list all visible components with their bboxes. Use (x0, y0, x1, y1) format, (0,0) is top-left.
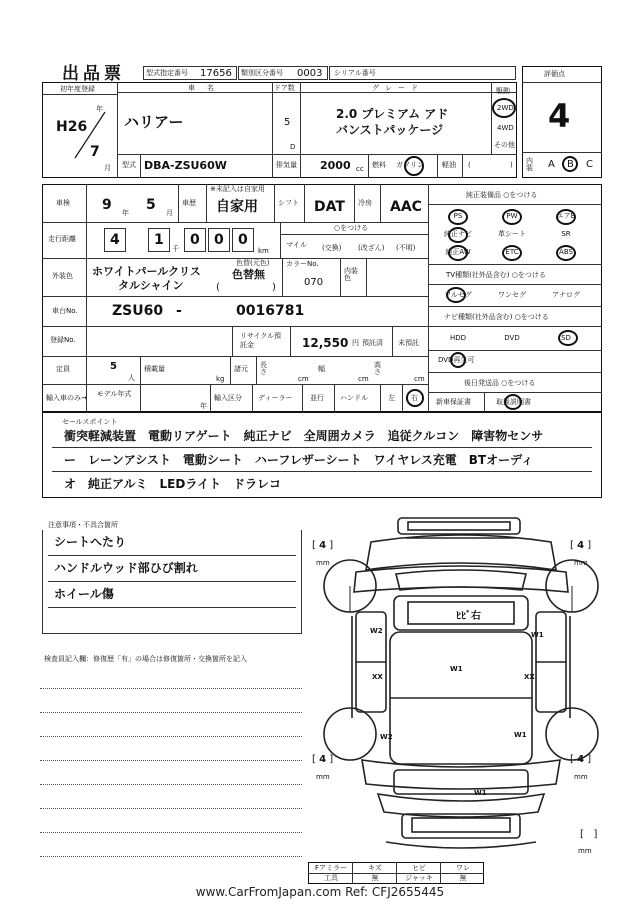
remark-line (40, 832, 302, 833)
option-etc: ETC (505, 248, 519, 256)
navi-hdd: HDD (449, 334, 467, 342)
model-label: 型式 (122, 161, 136, 169)
capacity-value: 5 (110, 361, 117, 372)
aftermarket-title: 後日発送品 ○をつける (464, 379, 536, 387)
note-item: ハンドルウッド部ひび割れ (54, 561, 198, 575)
maru-note: ○をつける (334, 224, 369, 232)
class-number: 0003 (297, 68, 323, 79)
interior-color-label: 内装色 (344, 267, 358, 282)
unknown-option: (不明) (396, 244, 416, 252)
legend-header: Fアミラー (314, 864, 348, 872)
mark-xx-left: XX (372, 673, 383, 681)
ac-value: AAC (390, 199, 422, 215)
note-item: ホイール傷 (54, 587, 114, 601)
color-no-label: カラーNo. (286, 260, 319, 268)
interior-a: A (548, 159, 555, 170)
inspector-label: 検査員記入欄：修復歴「有」の場合は修復箇所・交換箇所を記入 (44, 655, 247, 663)
option-etc-circle (502, 245, 522, 261)
handle-left: 左 (388, 394, 395, 402)
remark-line (40, 760, 302, 761)
options-title: 純正装備品 ○をつける (466, 191, 538, 199)
legend-cell: 工具 (324, 874, 338, 882)
tv-title: TV種類(社外品含む) ○をつける (446, 271, 546, 279)
dealer-option: ディーラー (258, 394, 293, 402)
option-genuine-aw: 純正AW (445, 248, 471, 256)
dvd-playback-circle (450, 352, 466, 368)
car-body-diagram (316, 512, 606, 872)
option-pw: PW (506, 212, 518, 220)
navi-title: ナビ種類(社外品含む) ○をつける (444, 313, 549, 321)
mark-xx-right: XX (524, 673, 535, 681)
roof-damage-mark: ﾋﾋﾞ右 (456, 611, 481, 622)
shaken-year: 9 (102, 197, 112, 213)
original-color-value: 色替無 (232, 268, 265, 281)
tread-spare: [ ] (580, 829, 598, 840)
note-line (48, 555, 296, 556)
navi-sd-circle (558, 330, 578, 346)
option-abs: ABS (559, 248, 573, 256)
navi-sd: SD (561, 334, 571, 342)
car-name-label: 車名 (188, 84, 226, 92)
option-airbag: エアB (556, 212, 576, 220)
first-reg-label: 初年度登録 (60, 85, 95, 93)
legend-header: ワレ (456, 864, 470, 872)
interior-b-circle (562, 156, 578, 172)
first-reg-month: 7 (90, 144, 100, 160)
legend-divider (308, 873, 484, 874)
deposited-option: 預託済 (362, 339, 383, 347)
fuel-gasoline: ガソリン (396, 161, 424, 169)
color-no-value: 070 (304, 277, 324, 288)
serial-number-cell: シリアル番号 (329, 66, 516, 80)
exterior-color-label: 外装色 (52, 272, 73, 280)
warranty-book: 新車保証書 (436, 398, 471, 406)
mark-w2-left: W2 (370, 627, 383, 635)
option-genuine-navi-circle (448, 227, 468, 243)
remark-line (40, 688, 302, 689)
legend-cell: 無 (371, 874, 379, 882)
doors-value: 5 (284, 117, 291, 128)
exterior-color-line-1: ホワイトパールクリス (92, 265, 201, 278)
drive-label: 駆動 (496, 87, 510, 95)
navi-dvd-playback: DVD再生可 (438, 356, 475, 364)
tamper-option: (改ざん) (358, 244, 385, 252)
mark-w1-center: W1 (450, 665, 463, 673)
grade-line-1: 2.0 プレミアム アド (336, 107, 449, 121)
fuel-label: 燃料 (372, 161, 386, 169)
navi-dvd: DVD (504, 334, 520, 342)
remark-line (40, 856, 302, 857)
option-genuine-navi: 純正ナビ (444, 230, 472, 238)
chassis-label: 車台No. (52, 307, 78, 315)
note-line (48, 581, 296, 582)
drive-2wd: 2WD (497, 104, 514, 112)
grade-line-2: バンストパッケージ (336, 123, 444, 137)
doors-label: ドア数 (274, 84, 295, 92)
recycle-value: 12,550 (302, 336, 349, 350)
note-line (48, 607, 296, 608)
class-number-cell: 類別区分番号 0003 (238, 66, 328, 80)
handle-label: ハンドル (340, 394, 368, 402)
owners-manual: 取扱説明書 (496, 398, 531, 406)
mileage-digit: 0 (214, 232, 224, 248)
shaken-month: 5 (146, 197, 156, 213)
handle-right: 右 (411, 394, 418, 402)
shaken-label: 車検 (56, 199, 70, 207)
tread-rear-left: [ 4 ] (312, 754, 334, 765)
watermark: www.CarFromJapan.com Ref: CFJ2655445 (195, 885, 445, 899)
option-pw-circle (502, 209, 522, 225)
score-value: 4 (548, 97, 571, 135)
drive-4wd: 4WD (497, 124, 514, 132)
model-code: DBA-ZSU60W (144, 159, 227, 172)
legend-cell: 無 (459, 874, 467, 882)
sales-point-line-3: オ 純正アルミ LEDライト ドラレコ (64, 477, 281, 491)
model-year-label: モデル年式 (96, 390, 132, 398)
first-reg-era-year: H26 (56, 119, 88, 135)
remark-line (40, 808, 302, 809)
mark-w1-right: W1 (531, 631, 544, 639)
mileage-label: 走行距離 (48, 235, 76, 243)
interior-c: C (586, 159, 593, 170)
mileage-digit: 0 (190, 232, 200, 248)
legend-header: ヒビ (412, 864, 426, 872)
mileage-digit: 4 (110, 232, 120, 248)
import-class-label: 輸入区分 (214, 394, 242, 402)
mark-w1-rear-right: W1 (514, 731, 527, 739)
option-abs-circle (556, 245, 576, 261)
shift-value: DAT (314, 199, 345, 215)
approval-number-cell: 型式指定番号 17656 (143, 66, 237, 80)
form-title: 出品票 (62, 64, 125, 84)
size-label: 諸元 (234, 365, 248, 373)
tv-fullseg-circle (446, 287, 466, 303)
drive-other: その他 (494, 141, 515, 149)
displacement-value: 2000 (320, 159, 351, 172)
option-airbag-circle (556, 209, 576, 225)
parallel-option: 並行 (310, 394, 324, 402)
interior-grade-label: 内装 (526, 157, 533, 172)
mile-option: マイル (286, 241, 307, 249)
exterior-color-line-2: タルシャイン (118, 279, 184, 292)
recycle-label: リサイクル預託金 (240, 332, 282, 350)
legend-cell: ジャッキ (405, 874, 433, 882)
capacity-label: 定員 (56, 365, 70, 373)
remark-line (40, 736, 302, 737)
history-label: 車歴 (182, 199, 196, 207)
tread-front-right: [ 4 ] (570, 540, 592, 551)
mileage-digit: 1 (154, 232, 164, 248)
sales-points-label: セールスポイント (62, 418, 118, 426)
fuel-diesel: 軽油 (442, 161, 456, 169)
original-color-label: 色替(元色) (236, 259, 270, 267)
chassis-prefix: ZSU60 (112, 303, 164, 319)
sales-point-line-1: 衝突軽減装置 電動リアゲート 純正ナビ 全周囲カメラ 追従クルコン 障害物センサ (64, 429, 544, 443)
handle-right-circle (406, 389, 424, 407)
mileage-digit: 0 (238, 232, 248, 248)
displacement-label: 排気量 (276, 161, 297, 169)
shift-label: シフト (278, 199, 299, 207)
legend-header: キズ (368, 864, 382, 872)
score-label: 評価点 (544, 70, 565, 78)
exchange-option: (交換) (322, 244, 342, 252)
tv-oneseg: ワンセグ (498, 291, 526, 299)
option-sunroof: SR (561, 230, 571, 238)
option-ps: PS (453, 212, 463, 220)
history-value: 自家用 (216, 199, 258, 215)
import-only-label: 輸入車のみ→ (46, 394, 87, 402)
note-line (48, 633, 296, 634)
mark-w2-rear-left: W2 (380, 733, 393, 741)
option-leather-seat: 革シート (498, 230, 526, 238)
approval-number: 17656 (200, 68, 232, 79)
ac-label: 冷房 (358, 199, 372, 207)
drive-2wd-circle (492, 98, 516, 118)
car-name: ハリアー (124, 113, 184, 131)
tv-fullseg: フルセグ (444, 291, 472, 299)
history-note: ※未記入は自家用 (210, 185, 265, 193)
note-item: シートへたり (54, 535, 127, 549)
option-genuine-aw-circle (448, 245, 468, 261)
chassis-number: 0016781 (236, 303, 305, 319)
sales-point-line-2: ー レーンアシスト 電動シート ハーフレザーシート ワイヤレス充電 BTオーディ (64, 453, 534, 467)
owners-manual-circle (504, 394, 522, 410)
fuel-gasoline-circle (404, 156, 424, 176)
registration-label: 登録No. (50, 336, 76, 344)
tread-front-left: [ 4 ] (312, 540, 334, 551)
interior-b: B (567, 159, 574, 170)
grade-label: グレード (372, 84, 424, 92)
tv-analog: アナログ (552, 291, 580, 299)
remark-line (40, 784, 302, 785)
remark-line (40, 712, 302, 713)
tread-rear-right: [ 4 ] (570, 754, 592, 765)
load-label: 積載量 (144, 365, 165, 373)
option-ps-circle (448, 209, 468, 225)
mark-w1-bottom: W1 (474, 789, 487, 797)
not-deposited-option: 未預託 (398, 339, 419, 347)
notes-label: 注意事項・不具合箇所 (48, 521, 118, 529)
